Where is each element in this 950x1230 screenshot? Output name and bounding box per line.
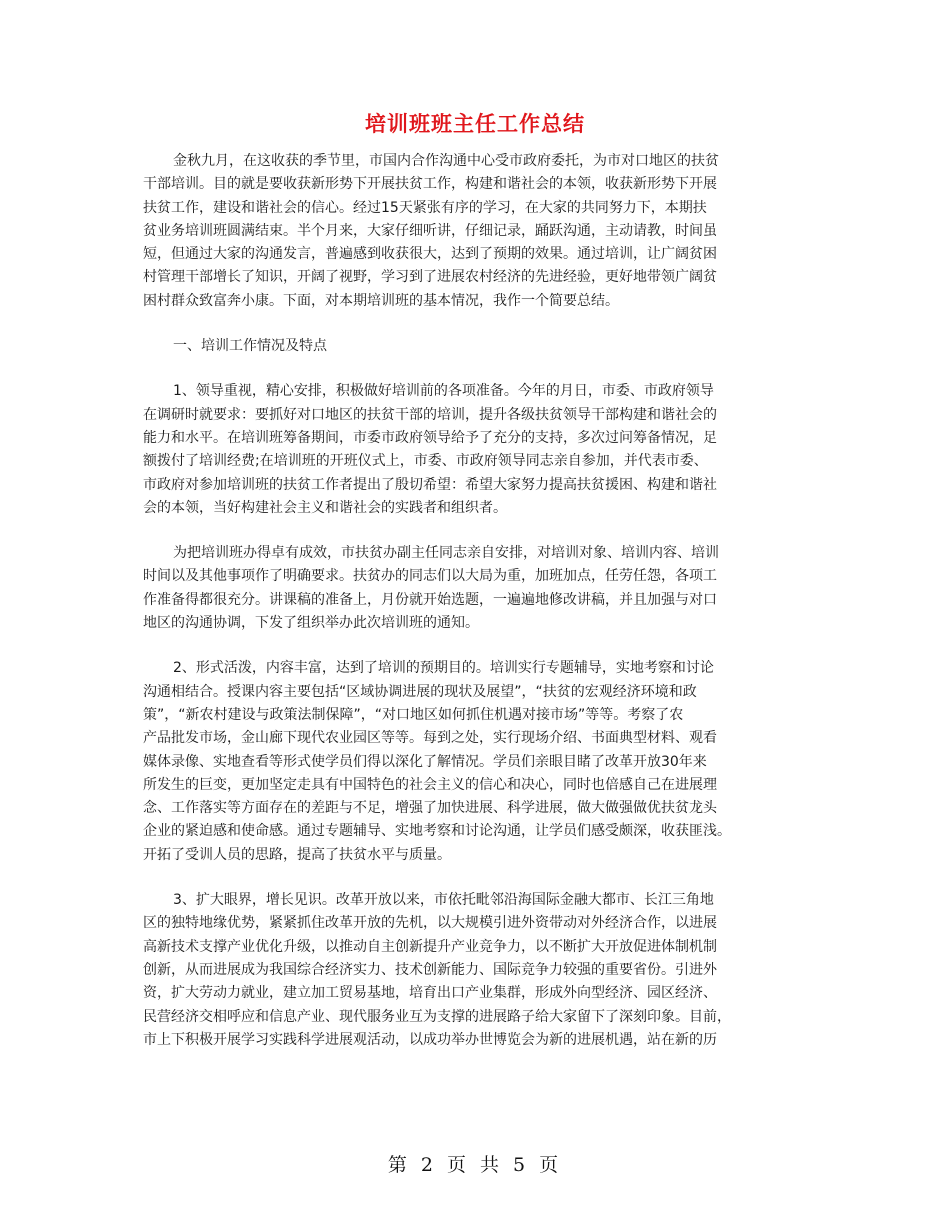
text-line: 民营经济交相呼应和信息产业、现代服务业互为支撑的进展路子给大家留下了深刻印象。目前， (143, 1008, 731, 1025)
text-line: 干部培训。目的就是要收获新形势下开展扶贫工作，构建和谐社会的本领，收获新形势下开展 (143, 176, 717, 193)
paragraph-item-2 (143, 657, 823, 867)
text-line: 村管理干部增长了知识，开阔了视野，学习到了进展农村经济的先进经验，更好地带领广阔贫 (143, 269, 717, 286)
document-title: 培训班班主任工作总结 (365, 112, 585, 136)
paragraph-item-1b (143, 542, 823, 635)
text-line: 媒体录像、实地查看等形式使学员们得以深化了解情况。学员们亲眼目睹了改革开放30年来 (143, 753, 707, 770)
text-line: 3、扩大眼界，增长见识。改革开放以来，市依托毗邻沿海国际金融大都市、长江三角地 (173, 892, 714, 909)
text-line: 作准备得都很充分。讲课稿的准备上，月份就开始选题，一遍遍地修改讲稿，并且加强与对口 (143, 591, 717, 608)
paragraph-item-3 (143, 889, 823, 1052)
text-line: 短，但通过大家的沟通发言，普遍感到收获很大，达到了预期的效果。通过培训，让广阔贫困 (143, 246, 717, 263)
text-line: 困村群众致富奔小康。下面，对本期培训班的基本情况，我作一个简要总结。 (143, 292, 619, 309)
text-line: 金秋九月，在这收获的季节里，市国内合作沟通中心受市政府委托，为市对口地区的扶贫 (173, 153, 719, 169)
text-line: 2、形式活泼，内容丰富，达到了培训的预期目的。培训实行专题辅导，实地考察和讨论 (173, 660, 714, 677)
section-heading (143, 335, 823, 358)
text-line: 在调研时就要求：要抓好对口地区的扶贫干部的培训，提升各级扶贫领导干部构建和谐社会的 (143, 406, 717, 423)
text-line: 产品批发市场，金山廊下现代农业园区等等。每到之处，实行现场介绍、书面典型材料、观看 (143, 730, 717, 747)
text-line: 沟通相结合。授课内容主要包括“区域协调进展的现状及展望”，“扶贫的宏观经济环境和政 (143, 683, 697, 700)
text-line: 时间以及其他事项作了明确要求。扶贫办的同志们以大局为重，加班加点，任劳任怨，各项工 (143, 568, 717, 585)
text-line: 市政府对参加培训班的扶贫工作者提出了殷切希望：希望大家努力提高扶贫援困、构建和谐社 (143, 476, 717, 493)
paragraph-item-1 (143, 380, 823, 520)
text-line: 资，扩大劳动力就业，建立加工贸易基地，培育出口产业集群，形成外向型经济、园区经济、 (143, 985, 717, 1002)
text-line: 策”，“新农村建设与政策法制保障”，“对口地区如何抓住机遇对接市场”等等。考察了农 (143, 706, 684, 723)
text-line: 会的本领，当好构建社会主义和谐社会的实践者和组织者。 (143, 499, 507, 516)
text-line: 为把培训班办得卓有成效，市扶贫办副主任同志亲自安排，对培训对象、培训内容、培训 (173, 545, 719, 562)
text-line: 创新，从而进展成为我国综合经济实力、技术创新能力、国际竞争力较强的重要省份。引进外 (143, 961, 717, 978)
text-line: 市上下积极开展学习实践科学进展观活动，以成功举办世博览会为新的进展机遇，站在新的历 (143, 1031, 717, 1048)
text-line: 地区的沟通协调，下发了组织举办此次培训班的通知。 (143, 615, 479, 632)
text-line: 念、工作落实等方面存在的差距与不足，增强了加快进展、科学进展，做大做强做优扶贫龙头 (143, 800, 717, 817)
text-line: 能力和水平。在培训班筹备期间，市委市政府领导给予了充分的支持，多次过问筹备情况，足 (143, 429, 717, 446)
text-line: 贫业务培训班圆满结束。半个月来，大家仔细听讲，仔细记录，踊跃沟通，主动请教，时间虽 (143, 222, 717, 239)
paragraph-intro (143, 150, 823, 313)
text-line: 1、领导重视，精心安排，积极做好培训前的各项准备。今年的月日，市委、市政府领导 (173, 383, 714, 400)
text-line: 额拨付了培训经费;在培训班的开班仪式上，市委、市政府领导同志亲自参加，并代表市委、 (143, 453, 708, 470)
text-line: 区的独特地缘优势，紧紧抓住改革开放的先机，以大规模引进外资带动对外经济合作，以进展 (143, 915, 717, 932)
text-line: 所发生的巨变，更加坚定走具有中国特色的社会主义的信心和决心，同时也倍感自己在进展理 (143, 776, 717, 793)
text-line: 开拓了受训人员的思路，提高了扶贫水平与质量。 (143, 846, 451, 863)
document-body (143, 150, 823, 1052)
page-footer: 第 2 页 共 5 页 (387, 1154, 563, 1176)
text-line: 一、培训工作情况及特点 (173, 338, 327, 355)
text-line: 企业的紧迫感和使命感。通过专题辅导、实地考察和讨论沟通，让学员们感受颇深，收获匪浅。 (143, 823, 731, 840)
text-line: 高新技术支撑产业优化升级，以推动自主创新提升产业竞争力，以不断扩大开放促进体制机制 (143, 938, 717, 955)
text-line: 扶贫工作，建设和谐社会的信心。经过15天紧张有序的学习，在大家的共同努力下，本期扶 (143, 199, 707, 216)
